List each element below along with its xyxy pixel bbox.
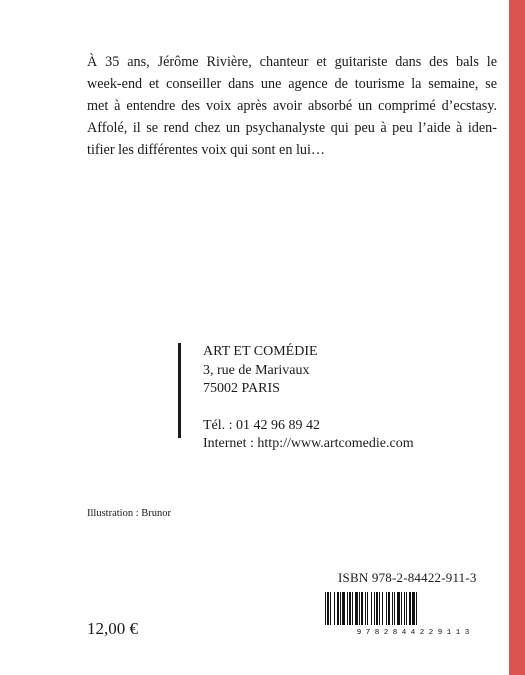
barcode-bar bbox=[340, 592, 341, 625]
publisher-phone: Tél. : 01 42 96 89 42 bbox=[203, 417, 321, 433]
barcode-bar bbox=[409, 592, 411, 625]
blurb-line: tifier les différentes voix qui sont en lui… bbox=[87, 142, 326, 158]
barcode bbox=[319, 592, 502, 636]
publisher-city: 75002 PARIS bbox=[203, 381, 280, 396]
barcode-bar bbox=[394, 592, 395, 625]
barcode-bar bbox=[327, 592, 329, 625]
publisher-website: Internet : http://www.artcomedie.com bbox=[203, 436, 414, 451]
barcode-bar bbox=[412, 592, 415, 625]
publisher-street: 3, rue de Marivaux bbox=[203, 362, 310, 378]
blurb-line: À 35 ans, Jérôme Rivière, chanteur et guitariste dans des bals le bbox=[87, 54, 497, 70]
barcode-bar bbox=[386, 592, 387, 625]
barcode-bar bbox=[382, 592, 383, 625]
barcode-bar bbox=[352, 592, 353, 625]
barcode-bars bbox=[325, 592, 417, 625]
barcode-bar bbox=[416, 592, 417, 625]
barcode-bar bbox=[325, 592, 326, 625]
barcode-bar bbox=[365, 592, 366, 625]
illustration-credit: Illustration : Brunor bbox=[87, 508, 171, 519]
barcode-bar bbox=[334, 592, 335, 625]
barcode-bar bbox=[347, 592, 348, 625]
barcode-bar bbox=[397, 592, 400, 625]
barcode-bar bbox=[406, 592, 407, 625]
barcode-bar bbox=[379, 592, 380, 625]
barcode-bar bbox=[404, 592, 405, 625]
blurb-line: week-end et conseiller dans une agence de tourisme la semaine, se bbox=[87, 76, 497, 92]
barcode-bar bbox=[376, 592, 378, 625]
publisher-address-block bbox=[178, 343, 463, 451]
barcode-bar bbox=[330, 592, 331, 625]
barcode-bar bbox=[401, 592, 402, 625]
blurb-line: met à entendre des voix après avoir absorbé un comprimé d’ecstasy. bbox=[87, 98, 497, 114]
spacer bbox=[203, 399, 463, 417]
price-label: 12,00 € bbox=[87, 619, 138, 638]
barcode-bar bbox=[374, 592, 375, 625]
isbn-label: ISBN 978-2-84422-911-3 bbox=[338, 570, 477, 585]
barcode-bar bbox=[342, 592, 345, 625]
barcode-digits: 9 7 8 2 8 4 4 2 2 9 1 1 3 bbox=[356, 629, 470, 636]
barcode-bar bbox=[337, 592, 339, 625]
spine-color-band bbox=[509, 0, 525, 675]
back-cover-blurb bbox=[87, 51, 497, 161]
barcode-bar bbox=[349, 592, 351, 625]
barcode-bar bbox=[388, 592, 390, 625]
barcode-bar bbox=[367, 592, 368, 625]
blurb-line: Affolé, il se rend chez un psychanalyste qui peu à peu l’aide à iden- bbox=[87, 120, 497, 136]
publisher-name: ART ET COMÉDIE bbox=[203, 344, 318, 359]
barcode-bar bbox=[359, 592, 360, 625]
barcode-bar bbox=[392, 592, 393, 625]
barcode-bar bbox=[355, 592, 358, 625]
barcode-bar bbox=[371, 592, 372, 625]
barcode-bar bbox=[361, 592, 363, 625]
